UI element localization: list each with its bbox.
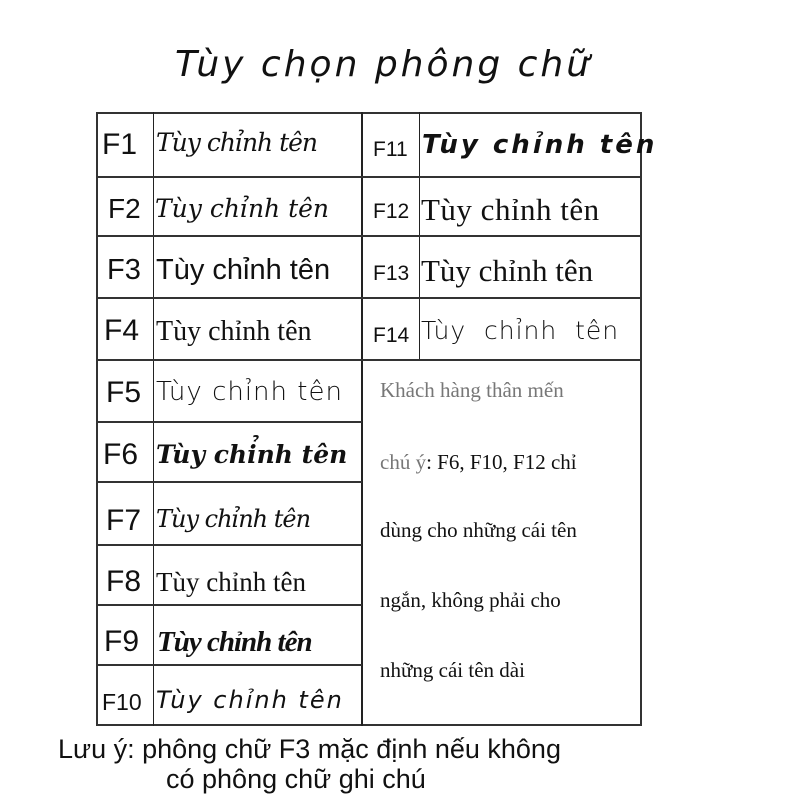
- font-code-f5: F5: [106, 376, 142, 409]
- font-code-f13: F13: [373, 262, 410, 285]
- font-code-f2: F2: [108, 193, 141, 224]
- font-code-f11: F11: [373, 138, 408, 161]
- footer-note-line-1: Lưu ý: phông chữ F3 mặc định nếu không: [58, 734, 561, 764]
- font-sample-f6: Tùy chỉnh tên: [156, 440, 348, 469]
- font-code-f4: F4: [104, 314, 140, 347]
- row-divider: [96, 235, 362, 237]
- font-code-f3: F3: [107, 254, 141, 286]
- row-divider: [96, 359, 362, 361]
- font-sample-f1: Tùy chỉnh tên: [156, 128, 318, 157]
- row-divider: [362, 235, 642, 237]
- notice-line-1: Khách hàng thân mến: [380, 378, 564, 402]
- row-divider: [96, 297, 362, 299]
- middle-divider: [361, 112, 363, 726]
- font-sample-f4: Tùy chỉnh tên: [156, 316, 312, 347]
- font-sample-f11: Tùy chỉnh tên: [422, 130, 658, 160]
- row-divider: [96, 604, 362, 606]
- notice-line-2: [380, 450, 577, 475]
- font-sample-f7: Tùy chỉnh tên: [156, 505, 311, 533]
- font-sample-f8: Tùy chỉnh tên: [156, 567, 306, 597]
- font-sample-f5: Tùy chỉnh tên: [156, 377, 343, 407]
- notice-attention-label: chú ý: [380, 450, 427, 474]
- font-sample-f13: Tùy chỉnh tên: [421, 253, 594, 288]
- font-sample-f10: Tùy chỉnh tên: [156, 686, 344, 714]
- notice-attention-text: : F6, F10, F12 chỉ: [426, 450, 577, 474]
- row-divider: [96, 421, 362, 423]
- left-code-divider: [153, 112, 154, 726]
- font-sample-f3: Tùy chỉnh tên: [156, 254, 331, 286]
- row-divider: [362, 359, 642, 361]
- font-code-f8: F8: [106, 565, 142, 598]
- font-sample-f9: Tùy chỉnh tên: [157, 626, 312, 658]
- row-divider: [362, 176, 642, 178]
- page-title: Tùy chọn phông chữ: [175, 44, 593, 85]
- font-code-f14: F14: [373, 324, 410, 347]
- row-divider: [362, 297, 642, 299]
- notice-line-4: ngắn, không phải cho: [380, 588, 561, 612]
- font-code-f9: F9: [104, 625, 140, 658]
- font-code-f6: F6: [103, 438, 139, 471]
- row-divider: [96, 481, 362, 483]
- font-code-f12: F12: [373, 200, 410, 223]
- font-sample-f14: Tùy chỉnh tên: [421, 316, 620, 345]
- row-divider: [96, 664, 362, 666]
- footer-note-line-2: có phông chữ ghi chú: [166, 764, 426, 794]
- row-divider: [96, 544, 362, 546]
- font-code-f1: F1: [102, 128, 138, 161]
- font-code-f7: F7: [106, 504, 142, 537]
- notice-line-3: dùng cho những cái tên: [380, 518, 577, 542]
- notice-line-5: những cái tên dài: [380, 658, 525, 682]
- font-sample-f2: Tùy chỉnh tên: [155, 194, 330, 223]
- row-divider: [96, 176, 362, 178]
- font-code-f10: F10: [102, 689, 142, 715]
- font-sample-f12: Tùy chỉnh tên: [421, 192, 600, 227]
